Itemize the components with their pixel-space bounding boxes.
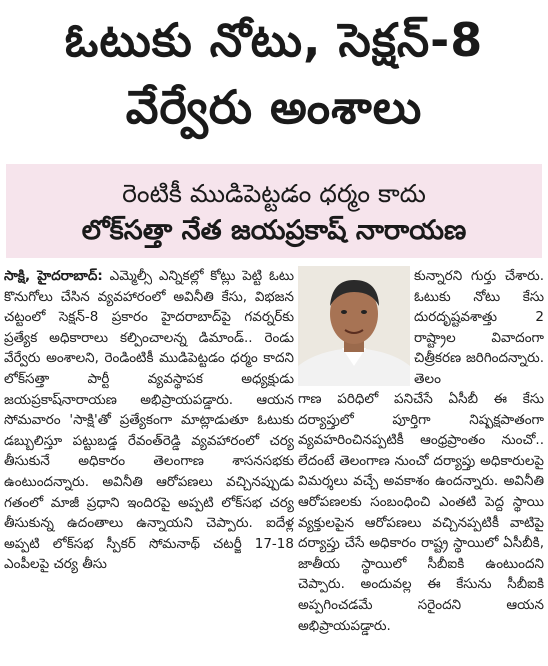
headline-line-2: వేర్వేరు అంశాలు [125,80,423,134]
subheadline-box [6,164,542,258]
article-left-text: ఎమ్మెల్సీ ఎన్నికల్లో కోట్లు పెట్టి ఓటు కొనుగోలు చేసిన వ్యవహారంలో అవినీతి కేసు, విభజన చట్టంలో సెక్షన్-8 ప్రకారం హైదరాబాద్‌పై గవర్నర్‌కు ప్రత్యేక అధికారాలు కల్పించాలన్న డిమాండ్.. రెండు వేర్వేరు అంశాలని, రెండింటికీ ముడిపెట్టడం ధర్మం కాదని లోక్‌సత్తా పార్టీ వ్యవస్థాపక అధ్యక్షుడు జయప్రకాష్‌నారాయణ అభిప్రాయపడ్డారు. ఆయన సోమవారం 'సాక్షి'తో ప్రత్యేకంగా మాట్లాడుతూ ఓటుకు డబ్బులిస్తూ పట్టుబడ్డ రేవంత్‌రెడ్డి వ్యవహారంలో చర్య తీసుకునే అధికారం తెలంగాణ శాసనసభకు ఉంటుందన్నారు. అవినీతి ఆరోపణలు వచ్చినప్పుడు గతంలో మాజీ ప్రధాని ఇందిరపై అప్పటి లోక్‌సభ చర్య తీసుకున్న ఉదంతాలు ఉన్నాయని చెప్పారు. ఐదేళ్ల అప్పటి లోక్‌సభ స్పీకర్ సోమనాథ్ చటర్జీ 17-18 ఎంపీలపై చర్య తీసు [4,268,294,573]
article-left-column [4,266,294,662]
portrait-photo [298,266,410,386]
article-right-lower-text: గాణ పరిధిలో పనిచేసే ఏసీబీ ఈ కేసు దర్యాప్తులో పూర్తిగా నిష్పక్షపాతంగా వ్యవహరించినప్పటికీ ఆంధ్రప్రాంతం నుంచో.. లేదంటే తెలంగాణ నుంచో దర్యాప్తు అధికారులపై విమర్శలు వచ్చే అవకాశం ఉందన్నారు. అవినీతి ఆరోపణలకు సంబంధించి ఎంతటి పెద్ద స్థాయి వ్యక్తులపైన ఆరోపణలు వచ్చినప్పటికీ వాటిపై దర్యాప్తు చేసే అధికారం రాష్ట్ర స్థాయిలో ఏసీబీకి, జాతీయ స్థాయిలో సీబీఐకి ఉంటుందని చెప్పారు. అందువల్ల ఈ కేసును సీబీఐకి అప్పగించడమే సరైందని ఆయన అభిప్రాయపడ్డారు. [298,391,544,634]
headline-line-1: ఓటుకు నోటు, సెక్షన్-8 [64,13,484,67]
subheadline-line-2: లోక్‌సత్తా నేత జయప్రకాష్ నారాయణ [81,215,467,246]
headline [0,6,548,140]
article-right-top-text: కున్నారని గుర్తు చేశారు. ఓటుకు నోటు కేసు దురదృష్టవశాత్తు 2 రాష్ట్రాల వివాదంగా చిత్రీకరణ జరిగిందన్నారు. తెలం [414,268,544,387]
subheadline-line-1: రెంటికీ ముడిపెట్టడం ధర్మం కాదు [122,179,426,208]
dateline: సాక్షి, హైదరాబాద్: [4,268,103,284]
article-right-lower [298,389,544,662]
portrait-image-icon [298,266,410,386]
